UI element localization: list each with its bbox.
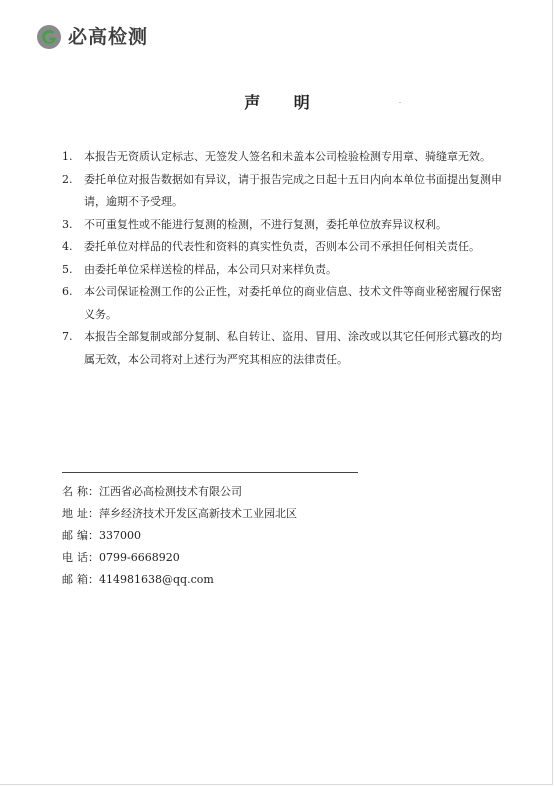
- contact-label: 邮 箱: [62, 573, 88, 586]
- declaration-item: [62, 169, 502, 214]
- contact-label: 名 称: [62, 485, 88, 498]
- logo-text: 必高检测: [68, 26, 149, 48]
- contact-label: 邮 编: [62, 529, 88, 542]
- declaration-text: 由委托单位采样送检的样品，本公司只对来样负责。: [84, 262, 337, 276]
- declaration-item: [62, 259, 502, 282]
- declaration-item: [62, 236, 502, 259]
- page-title: 声 明: [244, 93, 324, 112]
- declaration-item: [62, 214, 502, 237]
- contact-row-address: 地 址 ： 萍乡经济技术开发区高新技术工业园北区: [62, 503, 482, 525]
- declaration-number: 2.: [62, 172, 73, 186]
- contact-info: [62, 481, 482, 591]
- postal-code: 337000: [99, 529, 141, 542]
- logo-mark-icon: [36, 24, 62, 50]
- declaration-text: 委托单位对样品的代表性和资料的真实性负责，否则本公司不承担任何相关责任。: [84, 240, 480, 253]
- declaration-item: [62, 326, 502, 371]
- contact-row-name: 名 称 ： 江西省必高检测技术有限公司: [62, 481, 482, 503]
- declaration-number: 5.: [62, 262, 73, 276]
- declaration-text: 本报告无资质认定标志、无签发人签名和未盖本公司检验检测专用章、骑缝章无效。: [84, 150, 491, 163]
- contact-row-phone: 电 话 ： 0799-6668920: [62, 547, 482, 569]
- declaration-number: 3.: [62, 217, 73, 231]
- declaration-text: 本报告全部复制或部分复制、私自转让、盗用、冒用、涂改或以其它任何形式篡改的均属无效，本公司将对上述行为严究其相应的法律责任。: [84, 330, 502, 366]
- declaration-number: 7.: [62, 330, 73, 343]
- contact-label: 电 话: [62, 551, 88, 564]
- contact-row-postcode: 邮 编 ： 337000: [62, 525, 482, 547]
- contact-label: 地 址: [62, 507, 88, 520]
- footer-divider: [62, 472, 358, 473]
- declaration-text: 委托单位对报告数据如有异议，请于报告完成之日起十五日内向本单位书面提出复测申请，逾期不予受理。: [84, 172, 502, 208]
- email-address: 414981638@qq.com: [99, 573, 214, 586]
- scan-speck: [399, 102, 401, 103]
- contact-row-email: 邮 箱 ： 414981638@qq.com: [62, 569, 482, 591]
- declaration-text: 本公司保证检测工作的公正性，对委托单位的商业信息、技术文件等商业秘密履行保密义务。: [84, 285, 502, 321]
- declaration-number: 1.: [62, 150, 73, 163]
- declaration-number: 4.: [62, 240, 73, 253]
- declaration-list: [62, 146, 502, 371]
- company-name: 江西省必高检测技术有限公司: [99, 485, 242, 498]
- declaration-number: 6.: [62, 285, 73, 298]
- company-logo: [36, 24, 148, 50]
- declaration-item: [62, 146, 502, 169]
- company-address: 萍乡经济技术开发区高新技术工业园北区: [99, 507, 297, 520]
- declaration-item: [62, 281, 502, 326]
- declaration-text: 不可重复性或不能进行复测的检测，不进行复测，委托单位放弃异议权利。: [84, 217, 447, 231]
- phone-number: 0799-6668920: [99, 551, 180, 564]
